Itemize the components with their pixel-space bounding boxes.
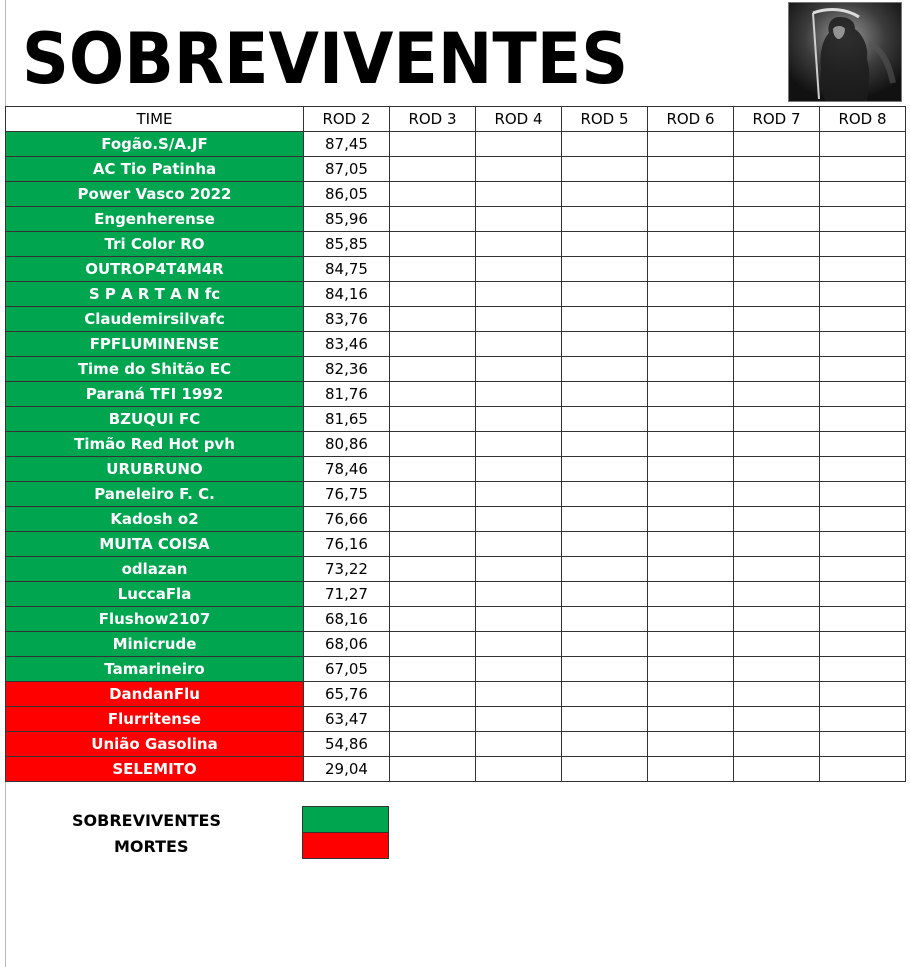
table-row — [6, 507, 906, 532]
table-row — [6, 632, 906, 657]
rod6-score-cell[interactable] — [648, 757, 734, 782]
rod3-score-cell[interactable] — [390, 732, 476, 757]
rod7-score-cell[interactable] — [734, 382, 820, 407]
rod8-score-cell[interactable] — [820, 532, 906, 557]
rod4-score-cell[interactable] — [476, 582, 562, 607]
rod4-score-cell[interactable] — [476, 407, 562, 432]
rod5-score-cell[interactable] — [562, 557, 648, 582]
rod2-score-cell[interactable]: 80,86 — [304, 432, 390, 457]
rod3-score-cell[interactable] — [390, 132, 476, 157]
rod3-score-cell[interactable] — [390, 382, 476, 407]
rod4-score-cell[interactable] — [476, 307, 562, 332]
rod5-score-cell[interactable] — [562, 282, 648, 307]
rod8-score-cell[interactable] — [820, 582, 906, 607]
rod8-score-cell[interactable] — [820, 682, 906, 707]
rod5-score-cell[interactable] — [562, 732, 648, 757]
rod8-score-cell[interactable] — [820, 507, 906, 532]
rod8-score-cell[interactable] — [820, 207, 906, 232]
rod4-score-cell[interactable] — [476, 357, 562, 382]
rod6-score-cell[interactable] — [648, 232, 734, 257]
rod6-score-cell[interactable] — [648, 582, 734, 607]
rod2-score-cell[interactable]: 84,75 — [304, 257, 390, 282]
table-row — [6, 307, 906, 332]
rod7-score-cell[interactable] — [734, 482, 820, 507]
rod3-score-cell[interactable] — [390, 682, 476, 707]
team-name-cell[interactable]: Engenherense — [6, 207, 304, 232]
table-row — [6, 532, 906, 557]
rod8-score-cell[interactable] — [820, 757, 906, 782]
rod5-score-cell[interactable] — [562, 682, 648, 707]
rod2-score-cell[interactable]: 54,86 — [304, 732, 390, 757]
table-row — [6, 607, 906, 632]
rod6-score-cell[interactable] — [648, 157, 734, 182]
rod4-score-cell[interactable] — [476, 607, 562, 632]
rod6-score-cell[interactable] — [648, 282, 734, 307]
team-name-cell[interactable]: União Gasolina — [6, 732, 304, 757]
team-name-cell[interactable]: Flushow2107 — [6, 607, 304, 632]
rod7-score-cell[interactable] — [734, 657, 820, 682]
grim-reaper-image — [788, 2, 902, 102]
rod5-score-cell[interactable] — [562, 132, 648, 157]
team-name-cell[interactable]: Power Vasco 2022 — [6, 182, 304, 207]
rod6-score-cell[interactable] — [648, 332, 734, 357]
rod4-score-cell[interactable] — [476, 482, 562, 507]
rod7-score-cell[interactable] — [734, 207, 820, 232]
table-row — [6, 382, 906, 407]
rod4-score-cell[interactable] — [476, 707, 562, 732]
rod8-score-cell[interactable] — [820, 632, 906, 657]
rod7-score-cell[interactable] — [734, 532, 820, 557]
team-name-cell[interactable]: Kadosh o2 — [6, 507, 304, 532]
team-name-cell[interactable]: Tri Color RO — [6, 232, 304, 257]
team-name-cell[interactable]: Timão Red Hot pvh — [6, 432, 304, 457]
rod8-score-cell[interactable] — [820, 557, 906, 582]
rod5-score-cell[interactable] — [562, 707, 648, 732]
rod6-score-cell[interactable] — [648, 407, 734, 432]
rod6-score-cell[interactable] — [648, 657, 734, 682]
table-row — [6, 657, 906, 682]
rod7-score-cell[interactable] — [734, 682, 820, 707]
rod7-score-cell[interactable] — [734, 182, 820, 207]
survivors-table — [5, 106, 906, 782]
rod8-score-cell[interactable] — [820, 232, 906, 257]
rod3-score-cell[interactable] — [390, 507, 476, 532]
table-row — [6, 682, 906, 707]
rod7-score-cell[interactable] — [734, 132, 820, 157]
table-row — [6, 582, 906, 607]
rod7-score-cell[interactable] — [734, 157, 820, 182]
rod2-score-cell[interactable]: 65,76 — [304, 682, 390, 707]
rod3-score-cell[interactable] — [390, 632, 476, 657]
rod5-score-cell[interactable] — [562, 432, 648, 457]
table-row — [6, 432, 906, 457]
rod3-score-cell[interactable] — [390, 457, 476, 482]
rod2-score-cell[interactable]: 73,22 — [304, 557, 390, 582]
table-row — [6, 282, 906, 307]
column-header-rod-4[interactable]: ROD 4 — [476, 107, 562, 132]
rod2-score-cell[interactable]: 83,76 — [304, 307, 390, 332]
rod6-score-cell[interactable] — [648, 307, 734, 332]
column-header-rod-2[interactable]: ROD 2 — [304, 107, 390, 132]
rod5-score-cell[interactable] — [562, 407, 648, 432]
rod6-score-cell[interactable] — [648, 707, 734, 732]
rod7-score-cell[interactable] — [734, 582, 820, 607]
rod7-score-cell[interactable] — [734, 307, 820, 332]
team-name-cell[interactable]: Time do Shitão EC — [6, 357, 304, 382]
legend-swatch-survivors — [302, 806, 389, 833]
rod6-score-cell[interactable] — [648, 532, 734, 557]
table-row — [6, 457, 906, 482]
rod6-score-cell[interactable] — [648, 432, 734, 457]
rod2-score-cell[interactable]: 76,75 — [304, 482, 390, 507]
rod2-score-cell[interactable]: 68,16 — [304, 607, 390, 632]
legend-swatch-deaths — [302, 832, 389, 859]
table-row — [6, 557, 906, 582]
rod8-score-cell[interactable] — [820, 157, 906, 182]
rod4-score-cell[interactable] — [476, 757, 562, 782]
rod6-score-cell[interactable] — [648, 682, 734, 707]
rod4-score-cell[interactable] — [476, 332, 562, 357]
column-header-rod-8[interactable]: ROD 8 — [820, 107, 906, 132]
rod7-score-cell[interactable] — [734, 732, 820, 757]
rod4-score-cell[interactable] — [476, 432, 562, 457]
rod2-score-cell[interactable]: 81,76 — [304, 382, 390, 407]
rod5-score-cell[interactable] — [562, 307, 648, 332]
table-row — [6, 332, 906, 357]
rod7-score-cell[interactable] — [734, 557, 820, 582]
rod8-score-cell[interactable] — [820, 432, 906, 457]
rod5-score-cell[interactable] — [562, 507, 648, 532]
rod3-score-cell[interactable] — [390, 757, 476, 782]
rod5-score-cell[interactable] — [562, 482, 648, 507]
rod7-score-cell[interactable] — [734, 407, 820, 432]
rod6-score-cell[interactable] — [648, 132, 734, 157]
table-row — [6, 232, 906, 257]
rod8-score-cell[interactable] — [820, 457, 906, 482]
team-name-cell[interactable]: S P A R T A N fc — [6, 282, 304, 307]
rod6-score-cell[interactable] — [648, 182, 734, 207]
rod4-score-cell[interactable] — [476, 207, 562, 232]
rod4-score-cell[interactable] — [476, 382, 562, 407]
rod2-score-cell[interactable]: 85,85 — [304, 232, 390, 257]
team-name-cell[interactable]: FPFLUMINENSE — [6, 332, 304, 357]
column-header-rod-6[interactable]: ROD 6 — [648, 107, 734, 132]
rod5-score-cell[interactable] — [562, 382, 648, 407]
legend-label-survivors: SOBREVIVENTES — [72, 811, 221, 830]
rod5-score-cell[interactable] — [562, 207, 648, 232]
rod8-score-cell[interactable] — [820, 482, 906, 507]
rod6-score-cell[interactable] — [648, 507, 734, 532]
table-row — [6, 132, 906, 157]
rod6-score-cell[interactable] — [648, 557, 734, 582]
rod7-score-cell[interactable] — [734, 357, 820, 382]
rod8-score-cell[interactable] — [820, 332, 906, 357]
team-name-cell[interactable]: Claudemirsilvafc — [6, 307, 304, 332]
rod2-score-cell[interactable]: 85,96 — [304, 207, 390, 232]
rod5-score-cell[interactable] — [562, 582, 648, 607]
rod2-score-cell[interactable]: 87,45 — [304, 132, 390, 157]
rod4-score-cell[interactable] — [476, 282, 562, 307]
rod2-score-cell[interactable]: 76,66 — [304, 507, 390, 532]
rod4-score-cell[interactable] — [476, 457, 562, 482]
table-row — [6, 757, 906, 782]
legend-label-deaths: MORTES — [114, 837, 189, 856]
rod3-score-cell[interactable] — [390, 582, 476, 607]
team-name-cell[interactable]: Minicrude — [6, 632, 304, 657]
rod5-score-cell[interactable] — [562, 632, 648, 657]
rod3-score-cell[interactable] — [390, 282, 476, 307]
team-name-cell[interactable]: URUBRUNO — [6, 457, 304, 482]
rod5-score-cell[interactable] — [562, 182, 648, 207]
rod5-score-cell[interactable] — [562, 457, 648, 482]
table-row — [6, 182, 906, 207]
rod4-score-cell[interactable] — [476, 507, 562, 532]
rod4-score-cell[interactable] — [476, 557, 562, 582]
rod3-score-cell[interactable] — [390, 307, 476, 332]
rod2-score-cell[interactable]: 63,47 — [304, 707, 390, 732]
rod2-score-cell[interactable]: 29,04 — [304, 757, 390, 782]
rod4-score-cell[interactable] — [476, 657, 562, 682]
team-name-cell[interactable]: DandanFlu — [6, 682, 304, 707]
rod7-score-cell[interactable] — [734, 507, 820, 532]
table-header-row — [6, 107, 906, 132]
rod2-score-cell[interactable]: 71,27 — [304, 582, 390, 607]
rod8-score-cell[interactable] — [820, 282, 906, 307]
column-header-rod-5[interactable]: ROD 5 — [562, 107, 648, 132]
team-name-cell[interactable]: Tamarineiro — [6, 657, 304, 682]
table-row — [6, 207, 906, 232]
team-name-cell[interactable]: Paneleiro F. C. — [6, 482, 304, 507]
rod3-score-cell[interactable] — [390, 532, 476, 557]
rod4-score-cell[interactable] — [476, 632, 562, 657]
rod6-score-cell[interactable] — [648, 732, 734, 757]
rod4-score-cell[interactable] — [476, 682, 562, 707]
rod4-score-cell[interactable] — [476, 732, 562, 757]
rod3-score-cell[interactable] — [390, 557, 476, 582]
rod2-score-cell[interactable]: 82,36 — [304, 357, 390, 382]
team-name-cell[interactable]: MUITA COISA — [6, 532, 304, 557]
table-row — [6, 357, 906, 382]
table-row — [6, 407, 906, 432]
team-name-cell[interactable]: AC Tio Patinha — [6, 157, 304, 182]
grim-reaper-icon — [789, 3, 901, 101]
rod2-score-cell[interactable]: 83,46 — [304, 332, 390, 357]
column-header-rod-3[interactable]: ROD 3 — [390, 107, 476, 132]
table-row — [6, 482, 906, 507]
rod5-score-cell[interactable] — [562, 357, 648, 382]
rod4-score-cell[interactable] — [476, 182, 562, 207]
rod8-score-cell[interactable] — [820, 357, 906, 382]
rod8-score-cell[interactable] — [820, 732, 906, 757]
rod3-score-cell[interactable] — [390, 407, 476, 432]
rod6-score-cell[interactable] — [648, 607, 734, 632]
team-name-cell[interactable]: odlazan — [6, 557, 304, 582]
rod8-score-cell[interactable] — [820, 307, 906, 332]
team-name-cell[interactable]: BZUQUI FC — [6, 407, 304, 432]
rod7-score-cell[interactable] — [734, 332, 820, 357]
rod6-score-cell[interactable] — [648, 357, 734, 382]
rod8-score-cell[interactable] — [820, 657, 906, 682]
rod3-score-cell[interactable] — [390, 707, 476, 732]
team-name-cell[interactable]: Paraná TFI 1992 — [6, 382, 304, 407]
rod5-score-cell[interactable] — [562, 157, 648, 182]
rod7-score-cell[interactable] — [734, 282, 820, 307]
rod6-score-cell[interactable] — [648, 207, 734, 232]
rod3-score-cell[interactable] — [390, 482, 476, 507]
rod5-score-cell[interactable] — [562, 232, 648, 257]
table-body — [6, 132, 906, 782]
table-row — [6, 732, 906, 757]
rod7-score-cell[interactable] — [734, 457, 820, 482]
rod8-score-cell[interactable] — [820, 132, 906, 157]
rod7-score-cell[interactable] — [734, 757, 820, 782]
rod7-score-cell[interactable] — [734, 607, 820, 632]
rod6-score-cell[interactable] — [648, 457, 734, 482]
rod2-score-cell[interactable]: 78,46 — [304, 457, 390, 482]
rod4-score-cell[interactable] — [476, 132, 562, 157]
rod2-score-cell[interactable]: 84,16 — [304, 282, 390, 307]
column-header-time[interactable]: TIME — [6, 107, 304, 132]
rod7-score-cell[interactable] — [734, 432, 820, 457]
rod7-score-cell[interactable] — [734, 257, 820, 282]
rod8-score-cell[interactable] — [820, 607, 906, 632]
rod7-score-cell[interactable] — [734, 632, 820, 657]
table-row — [6, 157, 906, 182]
rod2-score-cell[interactable]: 86,05 — [304, 182, 390, 207]
team-name-cell[interactable]: SELEMITO — [6, 757, 304, 782]
rod3-score-cell[interactable] — [390, 207, 476, 232]
team-name-cell[interactable]: Fogão.S/A.JF — [6, 132, 304, 157]
rod3-score-cell[interactable] — [390, 157, 476, 182]
rod5-score-cell[interactable] — [562, 607, 648, 632]
rod5-score-cell[interactable] — [562, 257, 648, 282]
rod3-score-cell[interactable] — [390, 357, 476, 382]
rod5-score-cell[interactable] — [562, 332, 648, 357]
rod4-score-cell[interactable] — [476, 232, 562, 257]
rod4-score-cell[interactable] — [476, 257, 562, 282]
rod8-score-cell[interactable] — [820, 382, 906, 407]
rod8-score-cell[interactable] — [820, 257, 906, 282]
rod4-score-cell[interactable] — [476, 157, 562, 182]
rod8-score-cell[interactable] — [820, 182, 906, 207]
page-title: SOBREVIVENTES — [22, 18, 629, 100]
rod3-score-cell[interactable] — [390, 232, 476, 257]
table-row — [6, 257, 906, 282]
rod4-score-cell[interactable] — [476, 532, 562, 557]
rod5-score-cell[interactable] — [562, 757, 648, 782]
rod5-score-cell[interactable] — [562, 532, 648, 557]
rod3-score-cell[interactable] — [390, 257, 476, 282]
rod6-score-cell[interactable] — [648, 482, 734, 507]
rod7-score-cell[interactable] — [734, 232, 820, 257]
table-row — [6, 707, 906, 732]
rod5-score-cell[interactable] — [562, 657, 648, 682]
rod2-score-cell[interactable]: 68,06 — [304, 632, 390, 657]
rod6-score-cell[interactable] — [648, 632, 734, 657]
rod6-score-cell[interactable] — [648, 257, 734, 282]
rod2-score-cell[interactable]: 67,05 — [304, 657, 390, 682]
rod3-score-cell[interactable] — [390, 332, 476, 357]
rod3-score-cell[interactable] — [390, 432, 476, 457]
rod2-score-cell[interactable]: 76,16 — [304, 532, 390, 557]
team-name-cell[interactable]: LuccaFla — [6, 582, 304, 607]
team-name-cell[interactable]: OUTROP4T4M4R — [6, 257, 304, 282]
team-name-cell[interactable]: Flurritense — [6, 707, 304, 732]
rod3-score-cell[interactable] — [390, 657, 476, 682]
rod8-score-cell[interactable] — [820, 707, 906, 732]
column-header-rod-7[interactable]: ROD 7 — [734, 107, 820, 132]
rod7-score-cell[interactable] — [734, 707, 820, 732]
rod2-score-cell[interactable]: 81,65 — [304, 407, 390, 432]
rod3-score-cell[interactable] — [390, 182, 476, 207]
rod6-score-cell[interactable] — [648, 382, 734, 407]
rod2-score-cell[interactable]: 87,05 — [304, 157, 390, 182]
rod8-score-cell[interactable] — [820, 407, 906, 432]
rod3-score-cell[interactable] — [390, 607, 476, 632]
